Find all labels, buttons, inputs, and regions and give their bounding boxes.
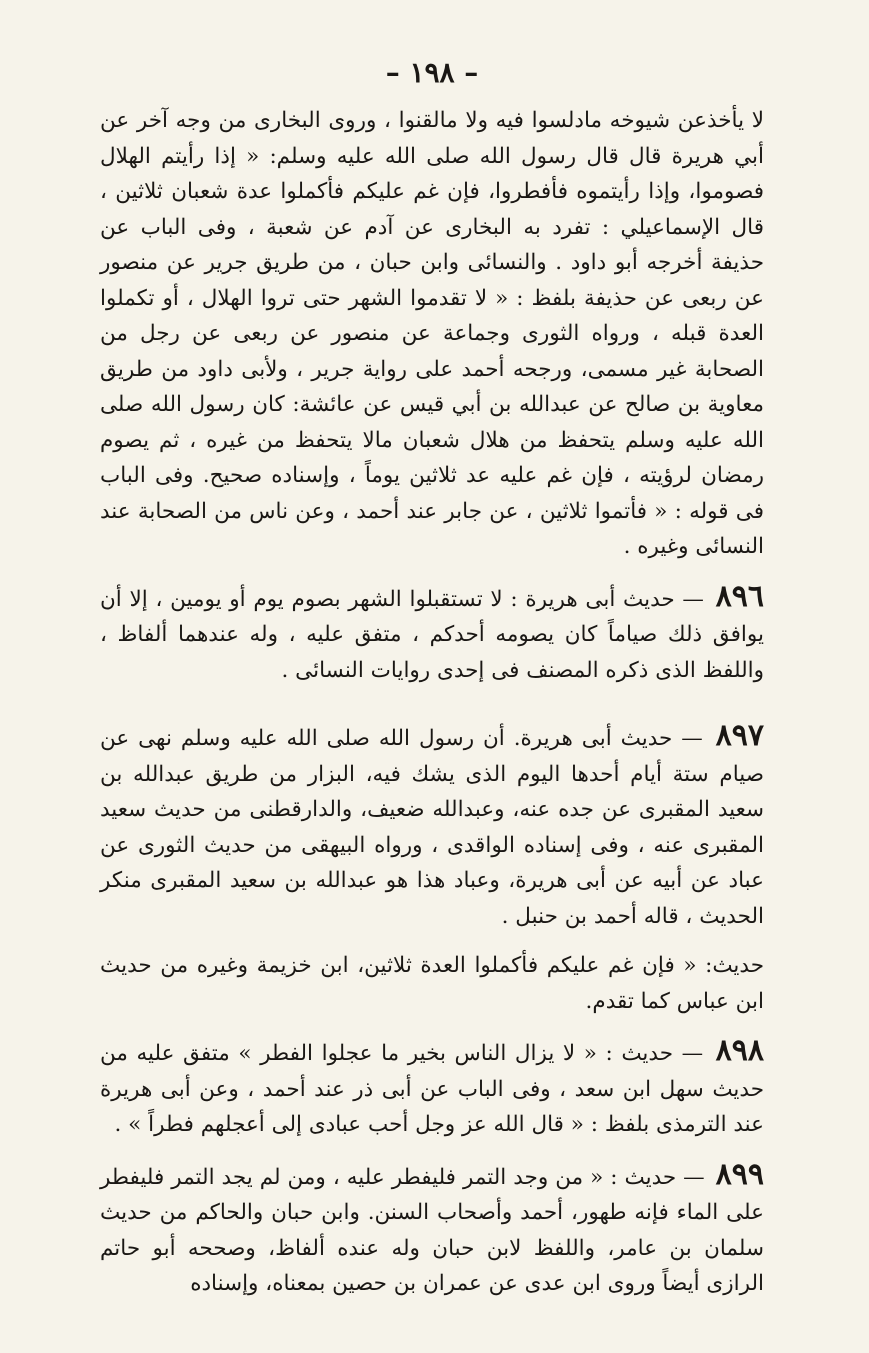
hadith-number: ٨٩٧ xyxy=(715,718,764,753)
paragraph-text: — حديث : « لا يزال الناس بخير ما عجلوا الفطر » متفق عليه من حديث سهل ابن سعد ، وفى الباب عن أبى ذر عند أحمد ، وعن أبى هريرة عند الترمذى بلفظ : « قال الله عز وجل أحب عبادى إلى أعجلهم فطراً » . xyxy=(100,1041,764,1137)
paragraph-hadith-897 xyxy=(100,718,764,934)
paragraph-text: — حديث أبى هريرة : لا تستقبلوا الشهر بصوم يوم أو يومين ، إلا أن يوافق ذلك صياماً كان يصومه أحدكم ، متفق عليه ، وله عندهما ألفاظ ، واللفظ الذى ذكره المصنف فى إحدى روايات النسائى . xyxy=(100,586,764,683)
paragraph-hadith-896 xyxy=(100,579,764,689)
hadith-number: ٨٩٨ xyxy=(715,1033,764,1068)
hadith-number: ٨٩٦ xyxy=(715,578,764,614)
page-number: – ١٩٨ – xyxy=(385,56,479,89)
paragraph-text: — حديث أبى هريرة. أن رسول الله صلى الله عليه وسلم نهى عن صيام ستة أيام أحدها اليوم الذى يشك فيه، البزار من طريق عبدالله بن سعيد المقبرى عن جده عنه، وعبدالله ضعيف، والدارقطنى من حديث سعيد المقبرى عنه ، وفى إسناده الواقدى ، ورواه البيهقى من حديث الثورى عن عباد عن أبيه عن أبى هريرة، وعباد هذا هو عبدالله بن سعيد المقبرى منكر الحديث ، قاله أحمد بن حنبل . xyxy=(100,726,764,929)
paragraph-text: — حديث : « من وجد التمر فليفطر عليه ، ومن لم يجد التمر فليفطر على الماء فإنه طهور، أحمد وأصحاب السنن. وابن حبان والحاكم من حديث سلمان بن عامر، واللفظ لابن حبان وله عنده ألفاظ، وصححه أبو حاتم الرازى أيضاً وروى ابن عدى عن عمران بن حصين بمعناه، وإسناده xyxy=(100,1164,764,1296)
hadith-number: ٨٩٩ xyxy=(715,1156,764,1192)
paragraph-intro xyxy=(100,103,764,565)
paragraph-hadith-ghumma xyxy=(100,948,764,1019)
paragraph-hadith-899 xyxy=(100,1157,764,1302)
paragraph-hadith-898 xyxy=(100,1033,764,1143)
paragraph-text: حديث: « فإن غم عليكم فأكملوا العدة ثلاثين، ابن خزيمة وغيره من حديث ابن عباس كما تقدم. xyxy=(100,953,764,1014)
paragraph-text: لا يأخذعن شيوخه مادلسوا فيه ولا مالقنوا ، وروى البخارى من وجه آخر عن أبي هريرة قال قال رسول الله صلى الله عليه وسلم: « إذا رأيتم الهلال فصوموا، وإذا رأيتموه فأفطروا، فإن غم عليكم فأكملوا عدة شعبان ثلاثين ، قال الإسماعيلي : تفرد به البخارى عن آدم عن شعبة ، وفى الباب عن حذيفة أخرجه أبو داود . والنسائى وابن حبان ، من طريق جرير عن منصور عن ربعى عن حذيفة بلفظ : « لا تقدموا الشهر حتى تروا الهلال ، أو تكملوا العدة قبله ، ورواه الثورى وجماعة عن منصور عن ربعى عن رجل من الصحابة غير مسمى، ورجحه أحمد على رواية جرير ، ولأبى داود من طريق معاوية بن صالح عن عبدالله بن أبي قيس عن عائشة: كان رسول الله صلى الله عليه وسلم يتحفظ من هلال شعبان مالا يتحفظ من غيره ، ثم يصوم رمضان لرؤيته ، فإن غم عليه عد ثلاثين يوماً ، وإسناده صحيح. وفى الباب فى قوله : « فأتموا ثلاثين ، عن جابر عند أحمد ، وعن ناس من الصحابة عند النسائى وغيره . xyxy=(100,108,764,559)
